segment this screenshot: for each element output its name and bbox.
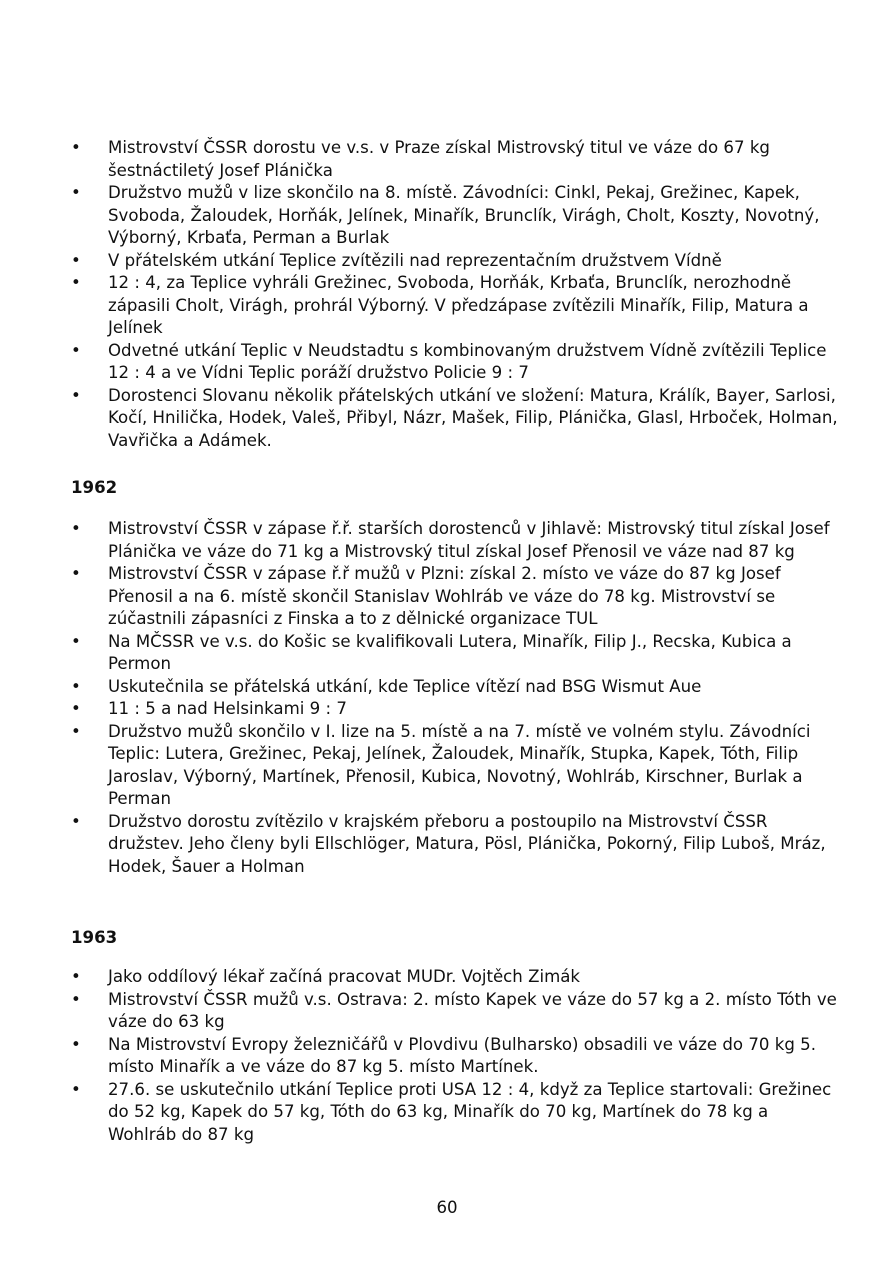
page-number: 60 [436, 1198, 458, 1217]
list-item: • Na Mistrovství Evropy železničářů v Plovdivu (Bulharsko) obsadili ve váze do 70 kg 5. místo Minařík a ve váze do 87 kg 5. místo Martínek. [71, 1034, 841, 1079]
bullet-list-1963 [71, 966, 841, 1146]
list-item: • Uskutečnila se přátelská utkání, kde Teplice vítězí nad BSG Wismut Aue [71, 676, 841, 699]
list-item: • Mistrovství ČSSR v zápase ř.ř mužů v Plzni: získal 2. místo ve váze do 87 kg Josef Přenosil a na 6. místě skončil Stanislav Wohlráb ve váze do 78 kg. Mistrovství se zúčastnili zápasníci z Finska a to z dělnické organizace TUL [71, 563, 841, 631]
bullet-list-1961 [71, 137, 841, 452]
list-item: • 12 : 4, za Teplice vyhráli Grežinec, Svoboda, Horňák, Krbaťa, Brunclík, nerozhodně zápasili Cholt, Virágh, prohrál Výborný. V předzápase zvítězili Minařík, Filip, Matura a Jelínek [71, 272, 841, 340]
list-item: • Mistrovství ČSSR dorostu ve v.s. v Praze získal Mistrovský titul ve váze do 67 kg šestnáctiletý Josef Plánička [71, 137, 841, 182]
list-item: • Družstvo mužů v lize skončilo na 8. místě. Závodníci: Cinkl, Pekaj, Grežinec, Kapek, Svoboda, Žaloudek, Horňák, Jelínek, Minařík, Brunclík, Virágh, Cholt, Koszty, Novotný, Výborný, Krbaťa, Perman a Burlak [71, 182, 841, 250]
list-item: • Mistrovství ČSSR v zápase ř.ř. starších dorostenců v Jihlavě: Mistrovský titul získal Josef Plánička ve váze do 71 kg a Mistrovský titul získal Josef Přenosil ve váze nad 87 kg [71, 518, 841, 563]
list-item: • 11 : 5 a nad Helsinkami 9 : 7 [71, 698, 841, 721]
list-item: • Mistrovství ČSSR mužů v.s. Ostrava: 2. místo Kapek ve váze do 57 kg a 2. místo Tóth ve váze do 63 kg [71, 989, 841, 1034]
list-item: • Družstvo mužů skončilo v I. lize na 5. místě a na 7. místě ve volném stylu. Závodníci Teplic: Lutera, Grežinec, Pekaj, Jelínek, Žaloudek, Minařík, Stupka, Kapek, Tóth, Filip Jaroslav, Výborný, Martínek, Přenosil, Kubica, Novotný, Wohlráb, Kirschner, Burlak a Perman [71, 721, 841, 811]
list-item: • Dorostenci Slovanu několik přátelských utkání ve složení: Matura, Králík, Bayer, Sarlosi, Kočí, Hnilička, Hodek, Valeš, Přibyl, Názr, Mašek, Filip, Plánička, Glasl, Hrboček, Holman, Vavřička a Adámek. [71, 385, 841, 453]
year-heading-1963: 1963 [71, 928, 118, 947]
list-item: • Družstvo dorostu zvítězilo v krajském přeboru a postoupilo na Mistrovství ČSSR družstev. Jeho členy byli Ellschlöger, Matura, Pösl, Plánička, Pokorný, Filip Luboš, Mráz, Hodek, Šauer a Holman [71, 811, 841, 879]
list-item: • V přátelském utkání Teplice zvítězili nad reprezentačním družstvem Vídně [71, 250, 841, 273]
list-item: • Jako oddílový lékař začíná pracovat MUDr. Vojtěch Zimák [71, 966, 841, 989]
year-heading-1962: 1962 [71, 478, 118, 497]
list-item: • 27.6. se uskutečnilo utkání Teplice proti USA 12 : 4, když za Teplice startovali: Grežinec do 52 kg, Kapek do 57 kg, Tóth do 63 kg, Minařík do 70 kg, Martínek do 78 kg a Wohlráb do 87 kg [71, 1079, 841, 1147]
bullet-list-1962 [71, 518, 841, 878]
list-item: • Na MČSSR ve v.s. do Košic se kvalifikovali Lutera, Minařík, Filip J., Recska, Kubica a Permon [71, 631, 841, 676]
list-item: • Odvetné utkání Teplic v Neudstadtu s kombinovaným družstvem Vídně zvítězili Teplice 12 : 4 a ve Vídni Teplic poráží družstvo Policie 9 : 7 [71, 340, 841, 385]
